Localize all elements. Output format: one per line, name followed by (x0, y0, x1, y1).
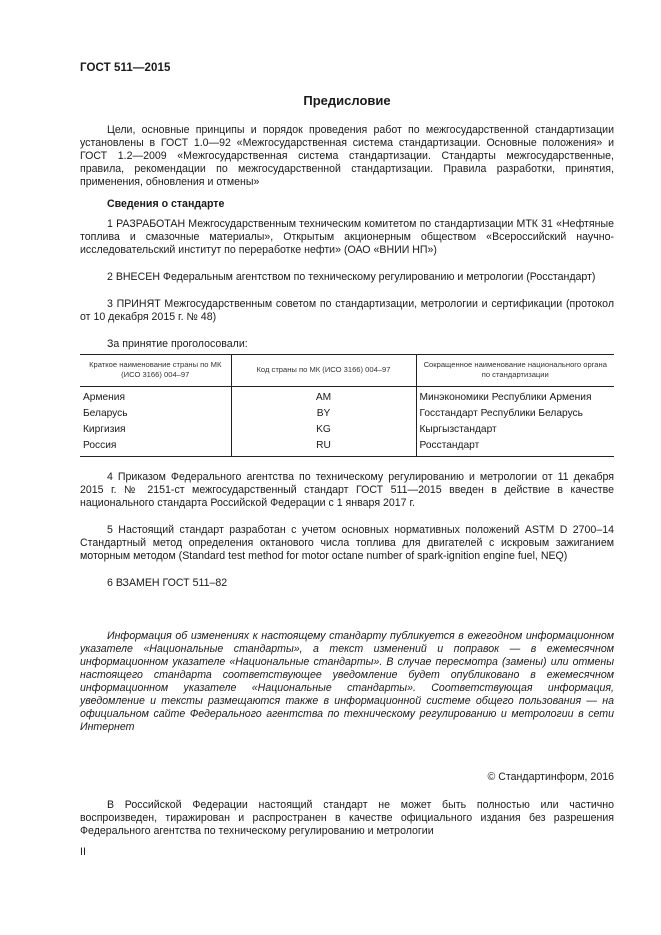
votes-header-row (80, 355, 614, 387)
foreword-body (80, 124, 614, 590)
info-note (80, 630, 614, 734)
header-code: Код страны по МК (ИСО 3166) 004–97 (231, 355, 416, 387)
cell-code: AM (231, 387, 416, 407)
cell-body: Госстандарт Республики Беларусь (416, 406, 614, 422)
item-order: 4 Приказом Федерального агентства по техническому регулированию и метрологии от 11 декабря 2015 г. № 2151-ст межгосударственный стандарт ГОСТ 511—2015 введен в действие в качестве национального стандарта Российской Федерации с 1 января 2017 г. (80, 471, 614, 509)
item-introduced: 2 ВНЕСЕН Федеральным агентством по техническому регулированию и метрологии (Росстандарт) (107, 271, 596, 283)
cell-code: BY (231, 406, 416, 422)
legal-notice (80, 799, 614, 838)
header-country: Краткое наименование страны по МК (ИСО 3166) 004–97 (80, 355, 231, 387)
cell-code: RU (231, 438, 416, 457)
table-row (80, 406, 614, 422)
header-body: Сокращенное наименование национального органа по стандартизации (416, 355, 614, 387)
page-number: II (80, 846, 86, 858)
votes-table (80, 354, 614, 457)
intro-paragraph: Цели, основные принципы и порядок проведения работ по межгосударственной стандартизации установлены в ГОСТ 1.0—92 «Межгосударственная система стандартизации. Основные положения» и ГОСТ 1.2—2009 «Межгосударственная система стандартизации. Стандарты межгосударственные, правила, рекомендации по межгосударственной стандартизации. Правила разработки, принятия, применения, обновления и отмены» (80, 124, 614, 188)
item-replaces: 6 ВЗАМЕН ГОСТ 511–82 (107, 577, 228, 589)
cell-code: KG (231, 422, 416, 438)
cell-country: Армения (83, 392, 125, 403)
cell-body: Кыргызстандарт (416, 422, 614, 438)
cell-country: Беларусь (83, 408, 128, 419)
info-note-text: Информация об изменениях к настоящему стандарту публикуется в ежегодном информационном указателе «Национальные стандарты», а текст изменений и поправок — в ежемесячном информационном указателе «Национальные стандарты». В случае пересмотра (замены) или отмены настоящего стандарта соответствующее уведомление будет опубликовано в ежемесячном информационном указателе «Национальные стандарты». Соответствующая информация, уведомление и тексты размещаются также в информационной системе общего пользования — на официальном сайте Федерального агентства по техническому регулированию и метрологии в сети Интернет (80, 630, 614, 733)
votes-label: За принятие проголосовали: (107, 338, 248, 350)
legal-notice-text: В Российской Федерации настоящий стандарт не может быть полностью или частично воспроизведен, тиражирован и распространен в качестве официального издания без разрешения Федерального агентства по техническому регулированию и метрологии (80, 799, 614, 837)
table-row (80, 422, 614, 438)
page-title: Предисловие (303, 93, 391, 108)
table-row (80, 438, 614, 457)
cell-country: Россия (80, 438, 231, 457)
section-title: Сведения о стандарте (107, 198, 225, 210)
item-based-on: 5 Настоящий стандарт разработан с учетом основных нормативных положений ASTM D 2700–14 Стандартный метод определения октанового числа топлива для двигателей с искровым зажиганием моторным методом (Standard test method for motor octane number of spark-ignition engine fuel, NEQ) (80, 524, 614, 562)
cell-country: Киргизия (83, 424, 126, 435)
copyright: © Стандартинформ, 2016 (487, 771, 614, 783)
table-row (80, 387, 614, 407)
standard-designation: ГОСТ 511—2015 (80, 62, 171, 74)
item-developed: 1 РАЗРАБОТАН Межгосударственным техническим комитетом по стандартизации МТК 31 «Нефтяные топлива и смазочные материалы», Открытым акционерным обществом «Всероссийский научно-исследовательский институт по переработке нефти» (ОАО «ВНИИ НП») (80, 218, 614, 256)
item-adopted: 3 ПРИНЯТ Межгосударственным советом по стандартизации, метрологии и сертификации (протокол от 10 декабря 2015 г. № 48) (80, 298, 614, 323)
cell-body: Росстандарт (416, 438, 614, 457)
cell-body: Минэкономики Республики Армения (416, 387, 614, 407)
